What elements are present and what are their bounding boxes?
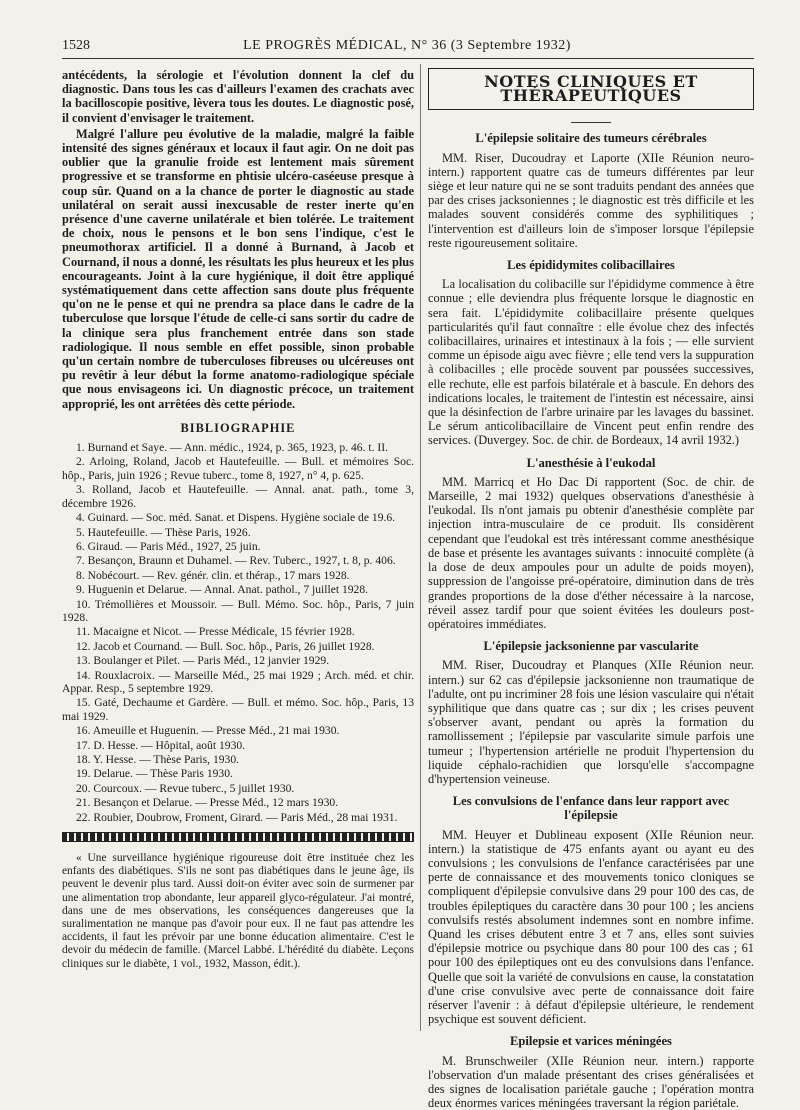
bib-entry: 10. Trémollières et Moussoir. — Bull. Mémo. Soc. hôp., Paris, 7 juin 1928.	[62, 597, 414, 624]
bib-entry: 18. Y. Hesse. — Thèse Paris, 1930.	[76, 753, 240, 767]
article-heading: Epilepsie et varices méningées	[510, 1034, 672, 1049]
article-body: M. Brunschweiler (XIIe Réunion neur. intern.) rapporte l'observation d'un malade présentant des crises généralisées et des signes de localisation pariétale gauche ; l'opération montra deux énormes varices méningées traversant la région pariétale.	[428, 1053, 754, 1110]
article-body: MM. Riser, Ducoudray et Planques (XIIe Réunion neur. intern.) sur 62 cas d'épilepsie jacksonienne non traumatique de l'adulte, ont pu incriminer 28 fois une lésion vasculaire qui n'était syphilitique que dans quatre cas ; sur dix ; les crises peuvent s'observer avant, pendant ou après la formation du ramollissement ; l'épilepsie par vascularite simule parfois une tumeur ; l'hypertension artérielle ne produit l'hypertension du liquide céphalo-rachidien que lorsqu'elle s'accompagne d'hypertension veineuse.	[428, 658, 754, 786]
page-number: 1528	[62, 38, 90, 53]
bib-entry: 2. Arloing, Roland, Jacob et Hautefeuille. — Bull. et mémoires Soc. hôp., Paris, juin 1926 ; Revue tuberc., tome 8, 1927, n° 4, p. 625.	[62, 455, 414, 482]
bib-entry: 19. Delarue. — Thèse Paris 1930.	[76, 767, 233, 781]
page-header	[62, 36, 752, 58]
bib-entry: 17. D. Hesse. — Hôpital, août 1930.	[76, 738, 246, 752]
bib-entry: 22. Roubier, Doubrow, Froment, Girard. — Paris Méd., 28 mai 1931.	[76, 810, 398, 824]
section-title: NOTES CLINIQUES ET THÉRAPEUTIQUES	[428, 68, 754, 110]
bib-entry: 3. Rolland, Jacob et Hautefeuille. — Annal. anat. path., tome 3, décembre 1926.	[62, 483, 414, 510]
bib-entry: 5. Hautefeuille. — Thèse Paris, 1926.	[76, 525, 251, 539]
bib-entry: 7. Besançon, Braunn et Duhamel. — Rev. Tuberc., 1927, t. 8, p. 406.	[76, 554, 396, 568]
bib-entry: 8. Nobécourt. — Rev. génér. clin. et thérap., 17 mars 1928.	[76, 568, 350, 582]
bib-entry: 21. Besançon et Delarue. — Presse Méd., 12 mars 1930.	[76, 796, 339, 810]
bib-entry: 4. Guinard. — Soc. méd. Sanat. et Dispens. Hygiène sociale de 19.6.	[76, 511, 396, 525]
bib-entry: 11. Macaigne et Nicot. — Presse Médicale, 15 février 1928.	[76, 625, 355, 639]
article-heading: Les épididymites colibacillaires	[507, 258, 675, 273]
running-title: LE PROGRÈS MÉDICAL, N° 36 (3 Septembre 1932)	[243, 38, 571, 53]
article-heading: L'épilepsie jacksonienne par vascularite	[483, 639, 699, 654]
decorative-separator	[62, 832, 414, 842]
article-heading: L'épilepsie solitaire des tumeurs cérébrales	[475, 131, 707, 146]
article-body: MM. Marricq et Ho Dac Di rapportent (Soc. de chir. de Marseille, 2 mai 1932) quelques observations d'anesthésie à l'eukodal. Ils n'ont jamais pu obtenir d'anesthésie complète par injection intra-musculaire de ce produit. Ils considèrent cependant que l'eudokal est très intéressant comme anesthésique de base et présente les avantages suivants : innocuité complète (à la dose de deux ampoules pour un adulte de poids moyen), suppression de l'angoisse pré-opératoire, diminution dans de très grandes proportions de la dose d'éther nécessaire à la narcose, réveil assez tardif pour que soient évitées les douleurs post-opératoires immédiates.	[428, 474, 754, 631]
bib-entry: 12. Jacob et Cournand. — Bull. Soc. hôp., Paris, 26 juillet 1928.	[76, 639, 375, 653]
bib-entry: 20. Courcoux. — Revue tuberc., 5 juillet 1930.	[76, 781, 295, 795]
article-heading: Les convulsions de l'enfance dans leur rapport avec l'épilepsie	[452, 794, 730, 823]
right-column	[428, 68, 754, 1110]
bib-entry: 15. Gaté, Dechaume et Gardère. — Bull. et mémo. Soc. hôp., Paris, 13 mai 1929.	[62, 696, 414, 723]
bib-entry: 9. Huguenin et Delarue. — Annal. Anat. pathol., 7 juillet 1928.	[76, 583, 369, 597]
bib-entry: 6. Giraud. — Paris Méd., 1927, 25 juin.	[76, 539, 261, 553]
bibliography-list	[62, 441, 414, 824]
left-paragraph-1: antécédents, la sérologie et l'évolution donnent la clef du diagnostic. Dans tous les cas d'ailleurs l'examen des crachats avec la bacilloscopie positive, lèvera tous les doutes. Le diagnostic posé, il convient d'envisager le traitement.	[62, 68, 414, 125]
bib-entry: 14. Rouxlacroix. — Marseille Méd., 25 mai 1929 ; Arch. méd. et chir. Appar. Resp., 5 septembre 1929.	[62, 668, 414, 695]
article-body: MM. Heuyer et Dublineau exposent (XIIe Réunion neur. intern.) la statistique de 475 enfants ayant ou ayant eu des convulsions ; les convulsions de l'enfance caractérisées par une perte de connaissance et des mouvements tonico cloniques se compliquent d'épilepsie convulsive dans 29 pour 100 des cas, de troubles épileptiques du caractère dans 30 pour 100 ; les anciens convulsifs restés absolument indemnes sont en nombre infime. Quand les crises débutent entre 3 et 7 ans, elles sont suivies d'épilepsie motrice ou psychique dans 80 pour 100 des cas ; 61 pour 100 des épileptiques ont eu des convulsions dans l'enfance. Quelle que soit la variété de convulsions en cause, la constatation d'une crise convulsive avec perte de connaissance doit faire réserver l'avenir : à défaut d'épilepsie ultérieure, le rendement psychique est souvent déficient.	[428, 827, 754, 1027]
article-body: MM. Riser, Ducoudray et Laporte (XIIe Réunion neuro-intern.) rapportent quatre cas de tumeurs différentes par leur siège et leur nature qui ne se sont traduits pendant des années que par des crises jacksoniennes ; le diagnostic est très difficile et les malades souvent considérés comme des syphilitiques ; l'intervention est d'ailleurs loin de s'imposer lorsque l'épilepsie reste rigoureusement solitaire.	[428, 150, 754, 250]
left-column	[62, 68, 414, 1031]
title-rule	[571, 122, 611, 123]
bib-entry: 1. Burnand et Saye. — Ann. médic., 1924, p. 365, 1923, p. 46. t. II.	[76, 441, 389, 455]
footnote-quote: « Une surveillance hygiénique rigoureuse doit être instituée chez les enfants des diabétiques. S'ils ne sont pas diabétiques dans le jeune âge, ils peuvent le devenir plus tard. Aussi doit-on éviter avec soin de surmener par une alimentation trop abondante, leur appareil glyco-régulateur. J'ai montré, dans une de mes observations, les conséquences dangereuses que la suralimentation ne manque pas d'avoir pour eux. Il ne faut pas attendre les accidents, il faut les prévoir par une bonne éducation alimentaire. C'est le devoir du médecin de famille. (Marcel Labbé. L'hérédité du diabète. Leçons cliniques sur le diabète, 1 vol., 1932, Masson, édit.).	[62, 852, 414, 970]
left-paragraph-2: Malgré l'allure peu évolutive de la maladie, malgré la faible intensité des signes généraux et locaux il faut agir. On ne doit pas oublier que la granulie froide est lentement mais sûrement progressive et se transforme en phtisie ulcéro-caséeuse presque à coup sûr. Quand on a la chance de porter le diagnostic au stade unilatéral on serait aussi inexcusable de rester inerte qu'en présence d'une caverne unilatérale et bien tolérée. Le traitement de choix, nous le pensons et le bon sens l'indique, c'est le pneumothorax artificiel. Il a donné à Burnand, à Jacob et Cournand, il nous a donné, les résultats les plus heureux et les plus encourageants. Joint à la cure hygiénique, il doit être appliqué systématiquement dans cette affection sans doute plus fréquente qu'on ne le pense et qui ne prendra sa place dans le cadre de la tuberculose que lorsque l'étude de celle-ci sans sortir du cadre de la clinique sera plus franchement entrée dans son stade radiologique. Il nous semble en effet possible, sinon probable qu'un certain nombre de tuberculoses fibreuses ou ulcéreuses ont pu revêtir à leur début la forme anatomo-radiologique spéciale que nous envisageons ici. Un diagnostic précoce, un traitement approprié, les ont arrêtées dès cette période.	[62, 126, 414, 411]
bibliography-title: BIBLIOGRAPHIE	[180, 420, 296, 435]
header-rule	[62, 58, 754, 59]
article-heading: L'anesthésie à l'eukodal	[526, 455, 656, 470]
column-divider	[420, 64, 421, 1031]
bib-entry: 16. Ameuille et Huguenin. — Presse Méd., 21 mai 1930.	[76, 724, 340, 738]
bib-entry: 13. Boulanger et Pilet. — Paris Méd., 12 janvier 1929.	[76, 654, 330, 668]
article-body: La localisation du colibacille sur l'épididyme commence à être connue ; elle deviendra plus fréquente lorsque le diagnostic en sera fait. L'épididymite colibacillaire présente quelques particularités qu'il faut connaître : elle évolue chez des infectés colibacillaires, urinaires et intestinaux à la fois ; — elle survient comme un épisode aigu avec fièvre ; elle tend vers la suppuration à colibacilles ; elle procède souvent par poussées successives, elle rechute, elle est parfois bilatérale et à bascule. En dehors des indications locales, le traitement de l'intestin est nécessaire, ainsi que la désinfection de l'arbre urinaire par les lavages du bassinet. Le sérum anticolibacillaire de Vincent peut enfin rendre des services. (Duvergey. Soc. de chir. de Bordeaux, 14 avril 1932.)	[428, 277, 754, 448]
